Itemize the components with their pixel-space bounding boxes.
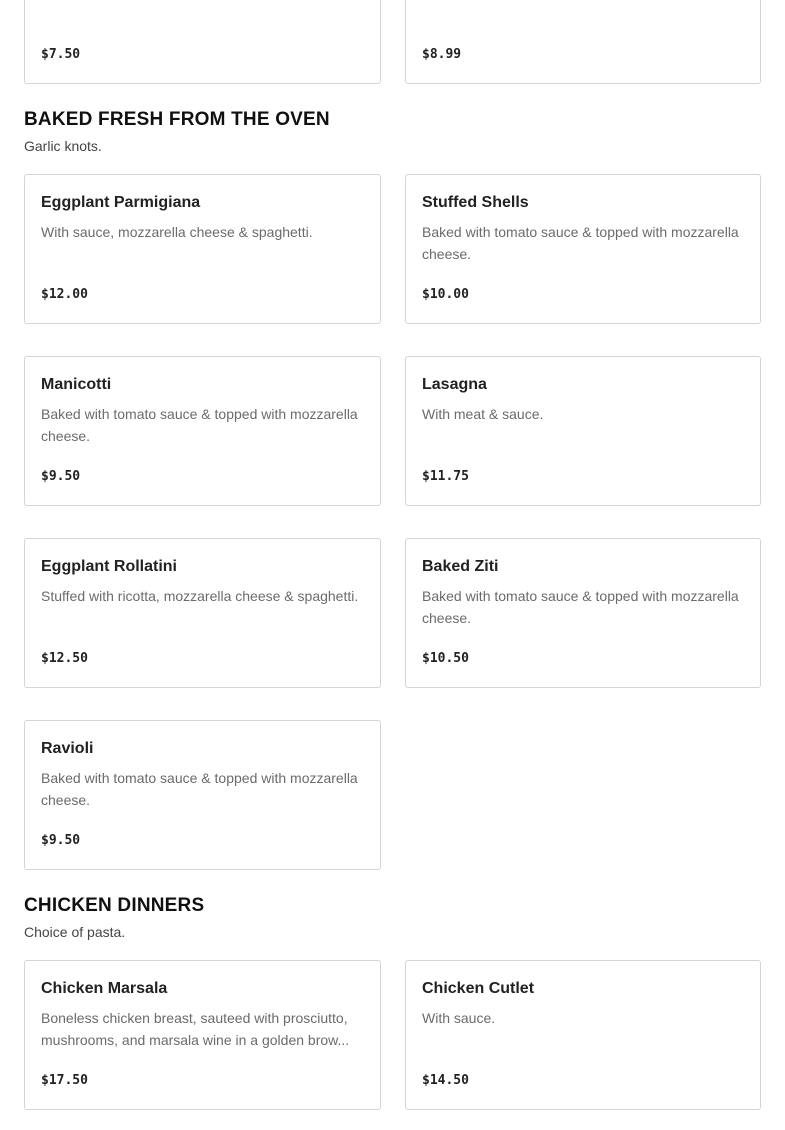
item-description: Stuffed with ricotta, mozzarella cheese & spaghetti. — [41, 588, 359, 604]
item-description: Boneless chicken breast, sauteed with prosciutto, mushrooms, and marsala wine in a golden brow... — [41, 1010, 350, 1048]
section-description-oven: Garlic knots. — [24, 138, 102, 154]
item-description: Baked with tomato sauce & topped with mozzarella cheese. — [41, 406, 358, 444]
menu-item-card[interactable] — [405, 356, 761, 506]
item-name: Lasagna — [422, 376, 487, 393]
menu-item-card[interactable] — [24, 0, 381, 84]
item-description: Baked with tomato sauce & topped with mozzarella cheese. — [41, 770, 358, 808]
item-description: Baked with tomato sauce & topped with mozzarella cheese. — [422, 588, 739, 626]
item-name: Stuffed Shells — [422, 194, 529, 211]
item-price: $11.75 — [422, 469, 469, 484]
menu-item-card[interactable] — [405, 960, 761, 1110]
section-title-oven: BAKED FRESH FROM THE OVEN — [24, 109, 330, 130]
item-name: Baked Ziti — [422, 558, 499, 575]
item-description: With sauce, mozzarella cheese & spaghetti. — [41, 224, 313, 240]
menu-item-card[interactable] — [24, 720, 381, 870]
item-price: $12.00 — [41, 287, 88, 302]
item-price: $9.50 — [41, 833, 81, 848]
menu-item-card[interactable] — [405, 0, 761, 84]
item-name: Ravioli — [41, 740, 94, 757]
menu-item-card[interactable] — [24, 538, 381, 688]
menu-item-card[interactable] — [405, 174, 761, 324]
item-price: $17.50 — [41, 1073, 88, 1088]
section-description-chicken: Choice of pasta. — [24, 924, 126, 940]
item-description: With sauce. — [422, 1010, 496, 1026]
item-price: $14.50 — [422, 1073, 469, 1088]
item-name: Manicotti — [41, 376, 112, 393]
menu-item-card[interactable] — [24, 356, 381, 506]
menu-item-card[interactable] — [24, 174, 381, 324]
item-name: Eggplant Parmigiana — [41, 194, 201, 211]
item-price: $10.50 — [422, 651, 469, 666]
item-description: With meat & sauce. — [422, 406, 544, 422]
item-price: $7.50 — [41, 47, 81, 62]
item-name: Chicken Marsala — [41, 980, 168, 997]
menu-item-card[interactable] — [405, 538, 761, 688]
item-price: $10.00 — [422, 287, 469, 302]
item-name: Eggplant Rollatini — [41, 558, 177, 575]
menu-item-card[interactable] — [24, 960, 381, 1110]
item-price: $12.50 — [41, 651, 88, 666]
section-title-chicken: CHICKEN DINNERS — [24, 895, 205, 916]
item-price: $8.99 — [422, 47, 462, 62]
item-name: Chicken Cutlet — [422, 980, 535, 997]
item-description: Baked with tomato sauce & topped with mozzarella cheese. — [422, 224, 739, 262]
item-price: $9.50 — [41, 469, 81, 484]
